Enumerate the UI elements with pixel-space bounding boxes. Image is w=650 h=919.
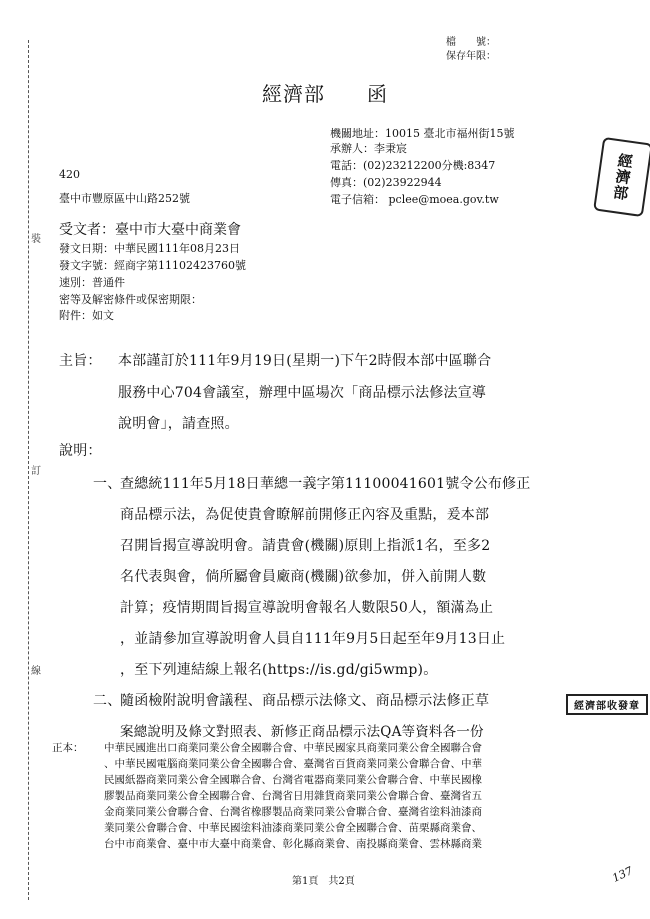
cc-line: 金商業同業公會聯合會、台灣省橡膠製品商業同業公會聯合會、臺灣省塗料油漆商: [104, 806, 482, 818]
cc-line: 台中市商業會、臺中市大臺中商業會、彰化縣商業會、南投縣商業會、雲林縣商業: [104, 838, 482, 850]
attachment-line: 附件：如文: [59, 309, 114, 322]
file-number-label: 檔 號：: [446, 37, 496, 48]
cc-line: 膠製品商業同業公會全國聯合會、台灣省日用雜貨商業同業公會聯合會、臺灣省五: [104, 790, 482, 802]
issue-date: 發文日期：中華民國111年08月23日: [59, 242, 240, 255]
explanation-item2-line: 案總說明及條文對照表、新修正商品標示法QA等資料各一份: [120, 724, 484, 740]
binding-mark-1: 裝: [31, 234, 41, 245]
recipient-address: 臺中市豐原區中山路252號: [59, 192, 190, 205]
explanation-item1-line: 計算；疫情期間旨揭宣導說明會報名人數限50人，額滿為止: [120, 600, 494, 616]
explanation-label: 說明：: [59, 443, 102, 459]
page-number: 第1頁 共2頁: [292, 876, 355, 887]
cc-line: 中華民國進出口商業同業公會全國聯合會、中華民國家具商業同業公會全國聯合會: [104, 742, 482, 754]
receipt-stamp: [566, 694, 648, 715]
explanation-item1-number: 一、: [93, 476, 122, 492]
explanation-item1-line: 查總統111年5月18日華總一義字第11100041601號令公布修正: [120, 476, 531, 492]
recipient-postcode: 420: [59, 168, 80, 181]
delivery-speed: 速別：普通件: [59, 276, 125, 289]
cc-line: 業同業公會聯合會、中華民國塗料油漆商業同業公會全國聯合會、苗栗縣商業會、: [104, 822, 482, 834]
binding-mark-2: 訂: [31, 466, 41, 477]
explanation-item2-number: 二、: [93, 693, 122, 709]
binding-line: [28, 40, 29, 900]
cc-line: 、中華民國電腦商業同業公會全國聯合會、臺灣省百貨商業同業公會聯合會、中華: [104, 758, 482, 770]
retention-label: 保存年限：: [446, 51, 496, 62]
cc-label: 正本：: [52, 742, 84, 754]
explanation-item1-line: 召開旨揭宣導說明會。請貴會(機關)原則上指派1名，至多2: [120, 538, 491, 554]
explanation-item1-line: ，並請參加宣導說明會人員自111年9月5日起至年9月13日止: [120, 631, 506, 647]
cc-line: 民國紙器商業同業公會全國聯合會、台灣省電器商業同業公會聯合會、中華民國橡: [104, 774, 482, 786]
subject-line: 本部謹訂於111年9月19日(星期一)下午2時假本部中區聯合: [118, 353, 492, 369]
document-title: 經濟部 函: [262, 82, 388, 106]
explanation-item2-line: 隨函檢附說明會議程、商品標示法條文、商品標示法修正草: [120, 693, 490, 709]
agency-contact: 承辦人：李秉宸: [330, 142, 407, 155]
secrecy-level: 密等及解密條件或保密期限：: [59, 293, 202, 306]
document-number: 發文字號：經商字第11102423760號: [59, 259, 246, 272]
official-seal-text: 經濟部: [610, 151, 635, 202]
subject-label: 主旨：: [59, 353, 102, 369]
cc-list: [104, 740, 594, 852]
agency-phone: 電話：(02)23212200分機:8347: [330, 159, 496, 172]
binding-mark-3: 線: [31, 666, 41, 677]
receipt-stamp-text: 經濟部收發章: [574, 701, 640, 712]
agency-email: 電子信箱： pclee@moea.gov.tw: [330, 193, 499, 206]
agency-address: 機關地址：10015 臺北市福州街15號: [330, 127, 515, 140]
subject-line: 說明會」，請查照。: [118, 416, 239, 432]
agency-fax: 傳真：(02)23922944: [330, 176, 442, 189]
official-seal-stamp: [593, 137, 650, 217]
handwritten-number: 137: [610, 864, 635, 885]
subject-line: 服務中心704會議室，辦理中區場次「商品標示法修法宣導: [118, 385, 487, 401]
explanation-item1-line: 商品標示法，為促使貴會瞭解前開修正內容及重點，爰本部: [120, 507, 490, 523]
recipient-line: 受文者：臺中市大臺中商業會: [59, 222, 241, 238]
explanation-item1-line: ，至下列連結線上報名(https://is.gd/gi5wmp)。: [120, 662, 438, 678]
explanation-item1-line: 名代表與會，倘所屬會員廠商(機關)欲參加，併入前開人數: [120, 569, 487, 585]
